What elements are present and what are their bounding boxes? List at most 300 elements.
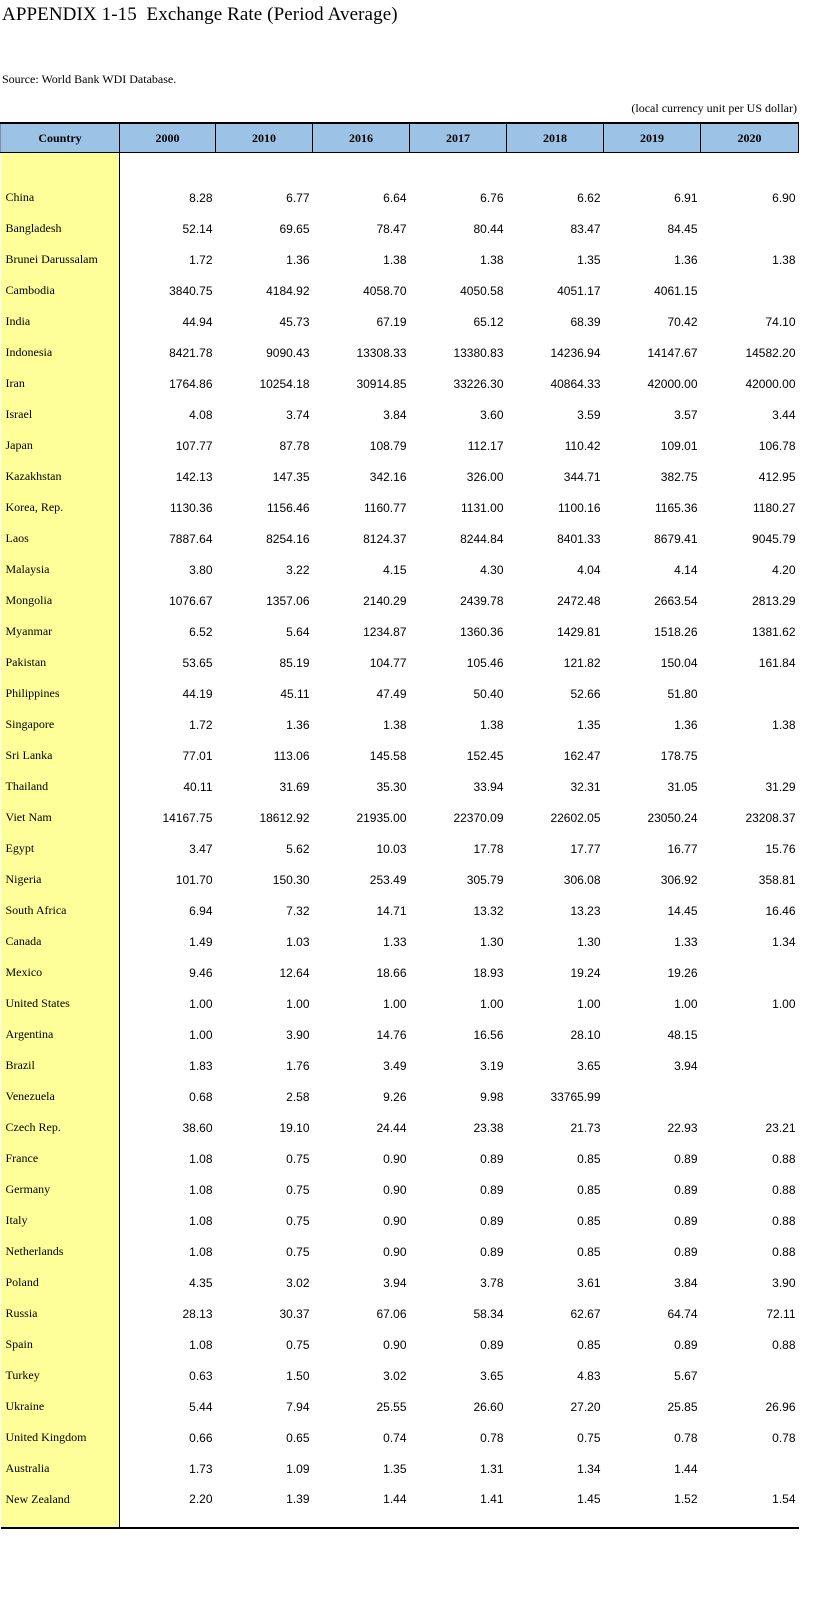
rate-value: 1.00 bbox=[674, 996, 698, 1011]
rate-value: 2439.78 bbox=[460, 593, 504, 608]
rate-value: 6.52 bbox=[189, 624, 213, 639]
rate-value: 1.00 bbox=[480, 996, 504, 1011]
rate-value: 1.34 bbox=[772, 934, 796, 949]
rate-value: 9090.43 bbox=[266, 345, 310, 360]
rate-value: 0.75 bbox=[286, 1244, 310, 1259]
rate-value: 26.96 bbox=[765, 1399, 796, 1414]
rate-value: 8.28 bbox=[189, 190, 213, 205]
table-row bbox=[1, 1112, 799, 1143]
rate-value: 0.89 bbox=[480, 1151, 504, 1166]
rate-value: 0.89 bbox=[674, 1182, 698, 1197]
country-name: Laos bbox=[1, 523, 120, 554]
rate-value: 33765.99 bbox=[550, 1089, 601, 1104]
rate-value: 1.30 bbox=[577, 934, 601, 949]
rate-value: 3.02 bbox=[383, 1368, 407, 1383]
country-name: Japan bbox=[1, 430, 120, 461]
rate-value: 0.89 bbox=[480, 1337, 504, 1352]
rate-value bbox=[701, 678, 799, 709]
rate-value: 4.14 bbox=[674, 562, 698, 577]
table-row bbox=[1, 585, 799, 616]
rate-value: 1.45 bbox=[507, 1484, 604, 1528]
rate-value: 24.44 bbox=[376, 1120, 407, 1135]
rate-value: 107.77 bbox=[175, 438, 213, 453]
rate-value: 4.83 bbox=[577, 1368, 601, 1383]
rate-value bbox=[701, 213, 799, 244]
rate-value: 52.14 bbox=[182, 221, 213, 236]
rate-value: 67.06 bbox=[376, 1306, 407, 1321]
rate-value: 2.58 bbox=[286, 1089, 310, 1104]
rate-value: 326.00 bbox=[466, 469, 504, 484]
rate-value: 0.88 bbox=[772, 1337, 796, 1352]
rate-value: 13308.33 bbox=[356, 345, 407, 360]
country-name: Egypt bbox=[1, 833, 120, 864]
rate-value: 1076.67 bbox=[169, 593, 213, 608]
table-row bbox=[1, 833, 799, 864]
rate-value: 0.85 bbox=[577, 1151, 601, 1166]
rate-value: 0.85 bbox=[577, 1213, 601, 1228]
table-row bbox=[1, 864, 799, 895]
rate-value: 0.89 bbox=[480, 1244, 504, 1259]
rate-value: 147.35 bbox=[272, 469, 310, 484]
column-header-year: 2016 bbox=[313, 123, 410, 153]
country-name: Brazil bbox=[1, 1050, 120, 1081]
rate-value: 1.08 bbox=[189, 1213, 213, 1228]
rate-value: 0.75 bbox=[286, 1151, 310, 1166]
rate-value: 1.34 bbox=[577, 1461, 601, 1476]
rate-value: 58.34 bbox=[473, 1306, 504, 1321]
rate-value: 0.89 bbox=[480, 1213, 504, 1228]
rate-value: 3.78 bbox=[480, 1275, 504, 1290]
rate-value: 13380.83 bbox=[453, 345, 504, 360]
spacer-cell bbox=[507, 153, 604, 183]
rate-value: 306.92 bbox=[660, 872, 698, 887]
country-name: South Africa bbox=[1, 895, 120, 926]
rate-value: 6.90 bbox=[772, 190, 796, 205]
rate-value: 1.38 bbox=[383, 252, 407, 267]
rate-value: 8124.37 bbox=[363, 531, 407, 546]
table-row bbox=[1, 1236, 799, 1267]
table-row bbox=[1, 182, 799, 213]
rate-value: 21935.00 bbox=[356, 810, 407, 825]
rate-value: 1.36 bbox=[674, 717, 698, 732]
rate-value bbox=[701, 275, 799, 306]
rate-value: 21.73 bbox=[570, 1120, 601, 1135]
rate-value: 1.49 bbox=[189, 934, 213, 949]
rate-value: 1165.36 bbox=[655, 500, 698, 515]
rate-value: 0.66 bbox=[189, 1430, 213, 1445]
table-row bbox=[1, 771, 799, 802]
country-name: Australia bbox=[1, 1453, 120, 1484]
rate-value: 23.21 bbox=[765, 1120, 796, 1135]
table-row bbox=[1, 1298, 799, 1329]
rate-value: 31.29 bbox=[765, 779, 796, 794]
rate-value: 412.95 bbox=[758, 469, 796, 484]
rate-value: 0.90 bbox=[383, 1213, 407, 1228]
rate-value: 1.35 bbox=[577, 717, 601, 732]
rate-value: 9.46 bbox=[189, 965, 213, 980]
country-name: Kazakhstan bbox=[1, 461, 120, 492]
rate-value: 5.44 bbox=[189, 1399, 213, 1414]
rate-value: 7.32 bbox=[286, 903, 310, 918]
rate-value: 1.36 bbox=[286, 717, 310, 732]
spacer-cell bbox=[313, 153, 410, 183]
country-name: Ukraine bbox=[1, 1391, 120, 1422]
rate-value: 8254.16 bbox=[266, 531, 310, 546]
rate-value: 2472.48 bbox=[557, 593, 601, 608]
rate-value: 0.75 bbox=[286, 1182, 310, 1197]
country-name: Mongolia bbox=[1, 585, 120, 616]
rate-value: 150.30 bbox=[272, 872, 310, 887]
table-row bbox=[1, 1422, 799, 1453]
rate-value: 77.01 bbox=[182, 748, 213, 763]
table-row bbox=[1, 647, 799, 678]
rate-value: 18.93 bbox=[473, 965, 504, 980]
table-row bbox=[1, 1081, 799, 1112]
rate-value: 0.65 bbox=[286, 1430, 310, 1445]
rate-value: 3.02 bbox=[286, 1275, 310, 1290]
rate-value: 31.69 bbox=[279, 779, 310, 794]
unit-note: (local currency unit per US dollar) bbox=[631, 101, 797, 115]
rate-value: 3.94 bbox=[674, 1058, 698, 1073]
rate-value: 0.74 bbox=[383, 1430, 407, 1445]
rate-value: 2663.54 bbox=[654, 593, 698, 608]
rate-value: 0.78 bbox=[772, 1430, 796, 1445]
rate-value: 18.66 bbox=[376, 965, 407, 980]
country-name: Germany bbox=[1, 1174, 120, 1205]
rate-value: 1.30 bbox=[480, 934, 504, 949]
rate-value: 3.90 bbox=[286, 1027, 310, 1042]
rate-value: 3.59 bbox=[577, 407, 601, 422]
rate-value: 1.03 bbox=[286, 934, 310, 949]
rate-value: 83.47 bbox=[570, 221, 601, 236]
spacer-cell bbox=[701, 153, 799, 183]
rate-value: 382.75 bbox=[660, 469, 698, 484]
rate-value: 1357.06 bbox=[266, 593, 310, 608]
rate-value: 0.88 bbox=[772, 1244, 796, 1259]
rate-value: 1.41 bbox=[410, 1484, 507, 1528]
country-name: Cambodia bbox=[1, 275, 120, 306]
rate-value: 2140.29 bbox=[363, 593, 407, 608]
rate-value bbox=[701, 1050, 799, 1081]
rate-value: 13.32 bbox=[473, 903, 504, 918]
rate-value: 45.73 bbox=[279, 314, 310, 329]
column-header-year: 2018 bbox=[507, 123, 604, 153]
rate-value: 44.94 bbox=[182, 314, 213, 329]
table-row bbox=[1, 1019, 799, 1050]
rate-value: 152.45 bbox=[466, 748, 504, 763]
rate-value bbox=[701, 1453, 799, 1484]
rate-value: 3.47 bbox=[189, 841, 213, 856]
table-row bbox=[1, 1205, 799, 1236]
table-row bbox=[1, 1174, 799, 1205]
country-name: Czech Rep. bbox=[1, 1112, 120, 1143]
country-name: Philippines bbox=[1, 678, 120, 709]
rate-value: 1.35 bbox=[577, 252, 601, 267]
rate-value: 0.78 bbox=[674, 1430, 698, 1445]
country-name: New Zealand bbox=[1, 1484, 120, 1528]
rate-value: 5.67 bbox=[674, 1368, 698, 1383]
rate-value: 6.62 bbox=[577, 190, 601, 205]
rate-value: 22370.09 bbox=[453, 810, 504, 825]
rate-value: 2813.29 bbox=[752, 593, 796, 608]
rate-value: 8244.84 bbox=[460, 531, 504, 546]
rate-value: 0.88 bbox=[772, 1151, 796, 1166]
rate-value: 28.13 bbox=[182, 1306, 213, 1321]
table-header-row bbox=[1, 123, 799, 153]
country-name: Argentina bbox=[1, 1019, 120, 1050]
rate-value: 14167.75 bbox=[162, 810, 213, 825]
rate-value: 1.33 bbox=[383, 934, 407, 949]
rate-value: 30.37 bbox=[279, 1306, 310, 1321]
rate-value: 85.19 bbox=[279, 655, 310, 670]
rate-value: 64.74 bbox=[667, 1306, 698, 1321]
rate-value: 1.76 bbox=[286, 1058, 310, 1073]
column-header-year: 2017 bbox=[410, 123, 507, 153]
rate-value: 1.08 bbox=[189, 1151, 213, 1166]
rate-value: 16.56 bbox=[473, 1027, 504, 1042]
rate-value: 4184.92 bbox=[266, 283, 310, 298]
rate-value: 0.90 bbox=[383, 1337, 407, 1352]
rate-value: 22602.05 bbox=[550, 810, 601, 825]
rate-value: 51.80 bbox=[667, 686, 698, 701]
rate-value: 74.10 bbox=[765, 314, 796, 329]
rate-value: 14236.94 bbox=[550, 345, 601, 360]
rate-value: 3.65 bbox=[480, 1368, 504, 1383]
rate-value: 1.38 bbox=[772, 252, 796, 267]
rate-value: 108.79 bbox=[369, 438, 407, 453]
rate-value: 1.08 bbox=[189, 1337, 213, 1352]
spacer-cell bbox=[120, 153, 216, 183]
rate-value: 31.05 bbox=[667, 779, 698, 794]
column-header-year: 2010 bbox=[216, 123, 313, 153]
rate-value: 4.15 bbox=[383, 562, 407, 577]
rate-value: 52.66 bbox=[570, 686, 601, 701]
rate-value: 3.44 bbox=[772, 407, 796, 422]
rate-value: 5.62 bbox=[286, 841, 310, 856]
rate-value: 16.46 bbox=[765, 903, 796, 918]
country-name: United Kingdom bbox=[1, 1422, 120, 1453]
rate-value: 121.82 bbox=[563, 655, 601, 670]
rate-value: 4.04 bbox=[577, 562, 601, 577]
rate-value: 80.44 bbox=[473, 221, 504, 236]
country-name: Italy bbox=[1, 1205, 120, 1236]
rate-value: 1131.00 bbox=[461, 500, 504, 515]
rate-value: 150.04 bbox=[660, 655, 698, 670]
rate-value: 17.78 bbox=[473, 841, 504, 856]
rate-value: 0.88 bbox=[772, 1213, 796, 1228]
rate-value: 3840.75 bbox=[169, 283, 213, 298]
rate-value: 1.00 bbox=[189, 1027, 213, 1042]
rate-value: 1.00 bbox=[189, 996, 213, 1011]
rate-value: 32.31 bbox=[570, 779, 601, 794]
rate-value: 1.50 bbox=[286, 1368, 310, 1383]
rate-value: 53.65 bbox=[182, 655, 213, 670]
country-name: Russia bbox=[1, 1298, 120, 1329]
rate-value: 69.65 bbox=[279, 221, 310, 236]
rate-value bbox=[701, 1019, 799, 1050]
rate-value: 358.81 bbox=[758, 872, 796, 887]
rate-value: 7.94 bbox=[286, 1399, 310, 1414]
column-header-country: Country bbox=[1, 123, 120, 153]
table-row bbox=[1, 926, 799, 957]
rate-value: 4.35 bbox=[189, 1275, 213, 1290]
rate-value: 33226.30 bbox=[453, 376, 504, 391]
rate-value: 14.76 bbox=[376, 1027, 407, 1042]
rate-value: 1.36 bbox=[674, 252, 698, 267]
rate-value bbox=[701, 957, 799, 988]
rate-value: 306.08 bbox=[563, 872, 601, 887]
rate-value: 104.77 bbox=[369, 655, 407, 670]
rate-value: 28.10 bbox=[570, 1027, 601, 1042]
rate-value: 3.61 bbox=[577, 1275, 601, 1290]
rate-value: 0.85 bbox=[577, 1182, 601, 1197]
rate-value: 0.90 bbox=[383, 1151, 407, 1166]
rate-value: 45.11 bbox=[280, 686, 310, 701]
rate-value: 8679.41 bbox=[654, 531, 698, 546]
table-row bbox=[1, 616, 799, 647]
rate-value: 67.19 bbox=[376, 314, 407, 329]
rate-value: 42000.00 bbox=[745, 376, 796, 391]
rate-value: 0.75 bbox=[577, 1430, 601, 1445]
country-name: Pakistan bbox=[1, 647, 120, 678]
rate-value: 65.12 bbox=[473, 314, 504, 329]
spacer-cell bbox=[604, 153, 701, 183]
rate-value: 1.72 bbox=[189, 717, 213, 732]
rate-value: 1.36 bbox=[286, 252, 310, 267]
rate-value: 12.64 bbox=[279, 965, 310, 980]
country-name: Viet Nam bbox=[1, 802, 120, 833]
country-name: Korea, Rep. bbox=[1, 492, 120, 523]
rate-value: 3.80 bbox=[189, 562, 213, 577]
rate-value: 6.76 bbox=[480, 190, 504, 205]
table-row bbox=[1, 709, 799, 740]
country-name: Mexico bbox=[1, 957, 120, 988]
page-title: APPENDIX 1-15 Exchange Rate (Period Average) bbox=[2, 4, 398, 25]
rate-value: 25.55 bbox=[376, 1399, 407, 1414]
table-row bbox=[1, 1143, 799, 1174]
rate-value: 78.47 bbox=[376, 221, 407, 236]
rate-value: 23050.24 bbox=[647, 810, 698, 825]
rate-value: 0.63 bbox=[189, 1368, 213, 1383]
country-name: Singapore bbox=[1, 709, 120, 740]
rate-value: 14.71 bbox=[376, 903, 407, 918]
rate-value: 33.94 bbox=[473, 779, 504, 794]
rate-value: 1.00 bbox=[286, 996, 310, 1011]
table-row bbox=[1, 399, 799, 430]
country-name: Bangladesh bbox=[1, 213, 120, 244]
rate-value: 30914.85 bbox=[356, 376, 407, 391]
rate-value: 3.84 bbox=[674, 1275, 698, 1290]
country-name: Spain bbox=[1, 1329, 120, 1360]
rate-value: 14147.67 bbox=[647, 345, 698, 360]
rate-value: 4050.58 bbox=[460, 283, 504, 298]
rate-value: 178.75 bbox=[660, 748, 698, 763]
rate-value: 5.64 bbox=[286, 624, 310, 639]
rate-value: 0.89 bbox=[674, 1244, 698, 1259]
rate-value: 0.85 bbox=[577, 1337, 601, 1352]
rate-value: 19.10 bbox=[279, 1120, 310, 1135]
rate-value: 1381.62 bbox=[752, 624, 796, 639]
rate-value: 1.72 bbox=[189, 252, 213, 267]
table-body bbox=[1, 153, 799, 1529]
rate-value: 0.85 bbox=[577, 1244, 601, 1259]
country-name: Indonesia bbox=[1, 337, 120, 368]
rate-value: 0.90 bbox=[383, 1244, 407, 1259]
country-name: Israel bbox=[1, 399, 120, 430]
table-row bbox=[1, 430, 799, 461]
rate-value: 105.46 bbox=[466, 655, 504, 670]
rate-value: 17.77 bbox=[570, 841, 601, 856]
rate-value: 3.19 bbox=[480, 1058, 504, 1073]
table-row bbox=[1, 213, 799, 244]
rate-value: 106.78 bbox=[758, 438, 796, 453]
rate-value: 0.89 bbox=[674, 1213, 698, 1228]
rate-value: 1.83 bbox=[189, 1058, 213, 1073]
rate-value: 1360.36 bbox=[460, 624, 504, 639]
rate-value: 23.38 bbox=[473, 1120, 504, 1135]
rate-value: 0.89 bbox=[674, 1151, 698, 1166]
rate-value: 26.60 bbox=[473, 1399, 504, 1414]
rate-value: 44.19 bbox=[182, 686, 213, 701]
table-row bbox=[1, 244, 799, 275]
country-name: Brunei Darussalam bbox=[1, 244, 120, 275]
rate-value: 1764.86 bbox=[169, 376, 213, 391]
rate-value: 10.03 bbox=[376, 841, 407, 856]
rate-value bbox=[701, 1360, 799, 1391]
table-row bbox=[1, 678, 799, 709]
rate-value: 70.42 bbox=[667, 314, 698, 329]
table-row bbox=[1, 523, 799, 554]
rate-value: 9.98 bbox=[480, 1089, 504, 1104]
rate-value: 1.38 bbox=[480, 717, 504, 732]
rate-value: 1.52 bbox=[604, 1484, 701, 1528]
rate-value: 6.77 bbox=[286, 190, 310, 205]
rate-value: 2.20 bbox=[120, 1484, 216, 1528]
country-name: Poland bbox=[1, 1267, 120, 1298]
table-row bbox=[1, 1453, 799, 1484]
rate-value: 40.11 bbox=[183, 779, 213, 794]
rate-value: 1.38 bbox=[772, 717, 796, 732]
rate-value: 1100.16 bbox=[558, 500, 601, 515]
rate-value: 87.78 bbox=[279, 438, 310, 453]
table-row bbox=[1, 740, 799, 771]
rate-value: 16.77 bbox=[667, 841, 698, 856]
rate-value: 15.76 bbox=[765, 841, 796, 856]
rate-value: 0.75 bbox=[286, 1337, 310, 1352]
rate-value: 0.90 bbox=[383, 1182, 407, 1197]
rate-value: 1.08 bbox=[189, 1244, 213, 1259]
rate-value: 305.79 bbox=[466, 872, 504, 887]
rate-value: 62.67 bbox=[570, 1306, 601, 1321]
rate-value: 344.71 bbox=[563, 469, 601, 484]
rate-value: 112.17 bbox=[467, 438, 504, 453]
country-name: France bbox=[1, 1143, 120, 1174]
rate-value: 0.78 bbox=[480, 1430, 504, 1445]
rate-value: 1180.27 bbox=[753, 500, 796, 515]
rate-value: 18612.92 bbox=[259, 810, 310, 825]
rate-value: 1.39 bbox=[216, 1484, 313, 1528]
country-name: Sri Lanka bbox=[1, 740, 120, 771]
rate-value: 1.44 bbox=[674, 1461, 698, 1476]
rate-value: 1160.77 bbox=[364, 500, 407, 515]
rate-value: 3.74 bbox=[286, 407, 310, 422]
rate-value: 3.22 bbox=[286, 562, 310, 577]
rate-value: 3.57 bbox=[674, 407, 698, 422]
spacer-cell bbox=[1, 153, 120, 183]
rate-value: 68.39 bbox=[570, 314, 601, 329]
rate-value: 1156.46 bbox=[267, 500, 310, 515]
table-row bbox=[1, 337, 799, 368]
